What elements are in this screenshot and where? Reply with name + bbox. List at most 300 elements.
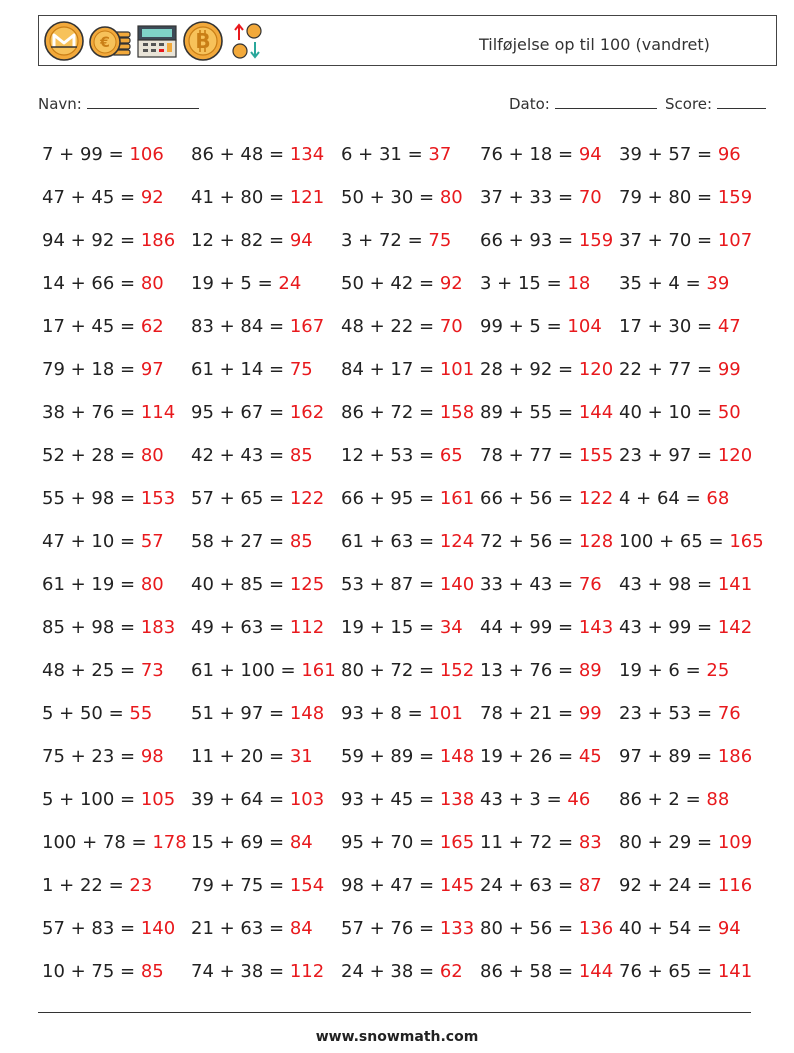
problem-question: 40 + 85 =: [191, 574, 290, 595]
problem-question: 3 + 15 =: [480, 273, 568, 294]
problem-item: [42, 960, 191, 1003]
problem-question: 57 + 83 =: [42, 918, 141, 939]
problem-question: 41 + 80 =: [191, 187, 290, 208]
problem-item: [191, 573, 341, 616]
problem-question: 10 + 75 =: [42, 961, 141, 982]
problem-question: 78 + 21 =: [480, 703, 579, 724]
problem-answer: 109: [717, 832, 753, 853]
problem-answer: 186: [717, 746, 753, 767]
problem-answer: 120: [717, 445, 753, 466]
date-field: [509, 93, 657, 113]
problem-item: [480, 358, 619, 401]
problem-item: [480, 788, 619, 831]
problem-item: [341, 745, 480, 788]
problem-question: 83 + 84 =: [191, 316, 290, 337]
problem-answer: 76: [578, 574, 602, 595]
problem-question: 59 + 89 =: [341, 746, 440, 767]
problem-question: 24 + 38 =: [341, 961, 440, 982]
problem-answer: 121: [289, 187, 325, 208]
problem-question: 19 + 6 =: [619, 660, 707, 681]
problem-answer: 99: [578, 703, 602, 724]
problem-answer: 101: [428, 703, 463, 724]
problem-question: 52 + 28 =: [42, 445, 141, 466]
problem-answer: 141: [717, 961, 753, 982]
problem-item: [480, 315, 619, 358]
problem-answer: 159: [717, 187, 753, 208]
problem-answer: 152: [439, 660, 475, 681]
problem-item: [480, 573, 619, 616]
problem-item: [480, 874, 619, 917]
problem-item: [480, 530, 619, 573]
problem-question: 40 + 54 =: [619, 918, 718, 939]
bitcoin-coin-icon: [182, 20, 224, 62]
problem-question: 44 + 99 =: [480, 617, 579, 638]
problem-question: 47 + 45 =: [42, 187, 141, 208]
problem-answer: 178: [152, 832, 187, 853]
problem-answer: 80: [140, 273, 164, 294]
problem-answer: 144: [578, 961, 614, 982]
problem-item: [42, 831, 191, 874]
problem-item: [619, 960, 782, 1003]
problem-item: [619, 702, 782, 745]
problem-item: [341, 960, 480, 1003]
problem-item: [341, 874, 480, 917]
problem-item: [191, 616, 341, 659]
problem-item: [619, 143, 782, 186]
problem-answer: 105: [140, 789, 176, 810]
problem-answer: 158: [439, 402, 475, 423]
problem-answer: 94: [289, 230, 313, 251]
problem-question: 35 + 4 =: [619, 273, 707, 294]
problem-question: 37 + 33 =: [480, 187, 579, 208]
problem-question: 39 + 64 =: [191, 789, 290, 810]
problem-item: [341, 831, 480, 874]
problem-item: [191, 745, 341, 788]
problem-question: 39 + 57 =: [619, 144, 718, 165]
problem-question: 50 + 42 =: [341, 273, 440, 294]
problem-item: [191, 659, 341, 702]
worksheet-header: [38, 15, 777, 66]
problem-item: [42, 143, 191, 186]
problem-question: 72 + 56 =: [480, 531, 579, 552]
problem-question: 51 + 97 =: [191, 703, 290, 724]
problem-answer: 97: [140, 359, 164, 380]
problem-question: 74 + 38 =: [191, 961, 290, 982]
problem-question: 57 + 65 =: [191, 488, 290, 509]
problem-item: [42, 616, 191, 659]
problem-item: [191, 315, 341, 358]
problem-item: [619, 917, 782, 960]
problem-answer: 148: [439, 746, 475, 767]
problem-answer: 153: [140, 488, 176, 509]
score-blank[interactable]: [717, 93, 766, 109]
problem-answer: 136: [578, 918, 614, 939]
problem-question: 1 + 22 =: [42, 875, 130, 896]
problem-item: [42, 530, 191, 573]
problem-question: 12 + 53 =: [341, 445, 440, 466]
problem-item: [619, 874, 782, 917]
problem-question: 17 + 30 =: [619, 316, 718, 337]
problem-question: 24 + 63 =: [480, 875, 579, 896]
problem-item: [341, 616, 480, 659]
problem-item: [480, 831, 619, 874]
problem-answer: 87: [578, 875, 602, 896]
score-label: Score:: [665, 95, 713, 113]
problem-question: 43 + 3 =: [480, 789, 568, 810]
problem-item: [191, 702, 341, 745]
problem-question: 55 + 98 =: [42, 488, 141, 509]
problem-item: [480, 487, 619, 530]
problem-question: 53 + 87 =: [341, 574, 440, 595]
problem-question: 7 + 99 =: [42, 144, 130, 165]
date-label: Dato:: [509, 95, 550, 113]
problem-answer: 140: [140, 918, 176, 939]
problem-question: 98 + 47 =: [341, 875, 440, 896]
problem-answer: 128: [578, 531, 614, 552]
problem-grid: [42, 143, 782, 1003]
problem-question: 85 + 98 =: [42, 617, 141, 638]
problem-item: [341, 272, 480, 315]
problem-answer: 75: [289, 359, 313, 380]
problem-item: [42, 874, 191, 917]
problem-item: [42, 315, 191, 358]
euro-coins-icon: [88, 20, 132, 62]
problem-question: 92 + 24 =: [619, 875, 718, 896]
problem-question: 66 + 93 =: [480, 230, 579, 251]
problem-question: 19 + 15 =: [341, 617, 440, 638]
name-field: [38, 93, 199, 113]
score-field: [665, 93, 766, 113]
problem-item: [619, 444, 782, 487]
problem-item: [341, 358, 480, 401]
problem-answer: 142: [717, 617, 753, 638]
problem-item: [42, 659, 191, 702]
problem-item: [191, 917, 341, 960]
problem-item: [42, 186, 191, 229]
problem-item: [191, 143, 341, 186]
problem-item: [480, 229, 619, 272]
problem-question: 86 + 48 =: [191, 144, 290, 165]
problem-question: 78 + 77 =: [480, 445, 579, 466]
problem-item: [619, 487, 782, 530]
problem-answer: 47: [717, 316, 741, 337]
problem-item: [341, 659, 480, 702]
problem-answer: 154: [289, 875, 325, 896]
problem-question: 79 + 18 =: [42, 359, 141, 380]
problem-question: 11 + 20 =: [191, 746, 290, 767]
problem-answer: 104: [567, 316, 602, 337]
problem-answer: 143: [578, 617, 614, 638]
problem-item: [191, 229, 341, 272]
problem-question: 94 + 92 =: [42, 230, 141, 251]
problem-question: 48 + 22 =: [341, 316, 440, 337]
problem-question: 23 + 97 =: [619, 445, 718, 466]
problem-question: 86 + 2 =: [619, 789, 707, 810]
problem-item: [480, 659, 619, 702]
problem-question: 80 + 56 =: [480, 918, 579, 939]
problem-answer: 134: [289, 144, 325, 165]
problem-question: 47 + 10 =: [42, 531, 141, 552]
problem-answer: 99: [717, 359, 741, 380]
problem-item: [341, 788, 480, 831]
problem-item: [191, 358, 341, 401]
problem-item: [619, 573, 782, 616]
header-icons: [43, 20, 267, 62]
problem-question: 61 + 14 =: [191, 359, 290, 380]
problem-answer: 96: [717, 144, 741, 165]
problem-answer: 80: [140, 445, 164, 466]
problem-answer: 62: [140, 316, 164, 337]
problem-item: [480, 702, 619, 745]
problem-answer: 94: [578, 144, 602, 165]
problem-answer: 85: [289, 445, 313, 466]
problem-answer: 122: [289, 488, 325, 509]
problem-answer: 94: [717, 918, 741, 939]
problem-answer: 88: [706, 789, 730, 810]
problem-item: [42, 272, 191, 315]
problem-item: [619, 616, 782, 659]
problem-question: 75 + 23 =: [42, 746, 141, 767]
problem-answer: 165: [729, 531, 764, 552]
problem-answer: 186: [140, 230, 176, 251]
problem-item: [619, 745, 782, 788]
problem-answer: 76: [717, 703, 741, 724]
problem-question: 80 + 29 =: [619, 832, 718, 853]
problem-answer: 85: [140, 961, 164, 982]
svg-text:B: B: [195, 29, 211, 53]
problem-item: [480, 444, 619, 487]
problem-question: 79 + 75 =: [191, 875, 290, 896]
problem-answer: 161: [439, 488, 475, 509]
problem-question: 19 + 26 =: [480, 746, 579, 767]
problem-answer: 25: [706, 660, 730, 681]
problem-item: [619, 358, 782, 401]
problem-item: [619, 272, 782, 315]
problem-question: 95 + 67 =: [191, 402, 290, 423]
problem-answer: 89: [578, 660, 602, 681]
problem-answer: 112: [289, 617, 325, 638]
problem-answer: 112: [289, 961, 325, 982]
problem-answer: 106: [129, 144, 164, 165]
problem-item: [191, 186, 341, 229]
problem-answer: 73: [140, 660, 164, 681]
problem-item: [191, 487, 341, 530]
problem-question: 33 + 43 =: [480, 574, 579, 595]
problem-question: 12 + 82 =: [191, 230, 290, 251]
problem-answer: 183: [140, 617, 176, 638]
problem-answer: 165: [439, 832, 475, 853]
footer-url: www.snowmath.com: [315, 1029, 479, 1045]
problem-question: 43 + 99 =: [619, 617, 718, 638]
currency-exchange-icon: [227, 20, 267, 62]
problem-item: [42, 573, 191, 616]
problem-answer: 80: [439, 187, 463, 208]
problem-question: 49 + 63 =: [191, 617, 290, 638]
problem-question: 3 + 72 =: [341, 230, 429, 251]
problem-item: [341, 143, 480, 186]
problem-item: [341, 444, 480, 487]
problem-item: [191, 530, 341, 573]
problem-item: [191, 874, 341, 917]
problem-item: [480, 616, 619, 659]
problem-answer: 124: [439, 531, 475, 552]
problem-question: 58 + 27 =: [191, 531, 290, 552]
problem-item: [191, 444, 341, 487]
problem-question: 80 + 72 =: [341, 660, 440, 681]
problem-answer: 46: [567, 789, 591, 810]
problem-answer: 101: [439, 359, 475, 380]
problem-answer: 98: [140, 746, 164, 767]
problem-item: [619, 659, 782, 702]
problem-question: 43 + 98 =: [619, 574, 718, 595]
problem-item: [42, 917, 191, 960]
problem-question: 66 + 56 =: [480, 488, 579, 509]
problem-question: 17 + 45 =: [42, 316, 141, 337]
problem-item: [42, 745, 191, 788]
problem-answer: 18: [567, 273, 591, 294]
problem-question: 42 + 43 =: [191, 445, 290, 466]
problem-question: 86 + 72 =: [341, 402, 440, 423]
problem-answer: 65: [439, 445, 463, 466]
problem-item: [42, 229, 191, 272]
problem-item: [341, 315, 480, 358]
problem-item: [480, 917, 619, 960]
problem-item: [480, 272, 619, 315]
problem-item: [619, 315, 782, 358]
problem-item: [619, 229, 782, 272]
problem-item: [42, 487, 191, 530]
problem-item: [42, 401, 191, 444]
problem-item: [619, 788, 782, 831]
problem-question: 4 + 64 =: [619, 488, 707, 509]
problem-question: 95 + 70 =: [341, 832, 440, 853]
problem-answer: 23: [129, 875, 153, 896]
problem-answer: 144: [578, 402, 614, 423]
problem-answer: 103: [289, 789, 325, 810]
problem-question: 61 + 19 =: [42, 574, 141, 595]
problem-question: 100 + 65 =: [619, 531, 730, 552]
problem-answer: 162: [289, 402, 325, 423]
problem-answer: 50: [717, 402, 741, 423]
problem-answer: 55: [129, 703, 153, 724]
problem-answer: 24: [278, 273, 302, 294]
problem-answer: 167: [289, 316, 325, 337]
problem-item: [341, 401, 480, 444]
problem-question: 76 + 18 =: [480, 144, 579, 165]
problem-answer: 140: [439, 574, 475, 595]
problem-question: 66 + 95 =: [341, 488, 440, 509]
problem-item: [191, 831, 341, 874]
problem-item: [341, 487, 480, 530]
problem-answer: 161: [301, 660, 336, 681]
problem-answer: 34: [439, 617, 463, 638]
problem-item: [480, 745, 619, 788]
problem-question: 100 + 78 =: [42, 832, 153, 853]
problem-item: [191, 960, 341, 1003]
problem-item: [619, 186, 782, 229]
problem-item: [42, 702, 191, 745]
problem-item: [191, 272, 341, 315]
problem-question: 15 + 69 =: [191, 832, 290, 853]
problem-item: [480, 960, 619, 1003]
problem-answer: 141: [717, 574, 753, 595]
problem-item: [341, 186, 480, 229]
problem-question: 99 + 5 =: [480, 316, 568, 337]
problem-item: [341, 573, 480, 616]
problem-answer: 133: [439, 918, 475, 939]
name-blank[interactable]: [87, 93, 199, 109]
problem-item: [42, 358, 191, 401]
problem-answer: 57: [140, 531, 164, 552]
problem-answer: 80: [140, 574, 164, 595]
problem-question: 40 + 10 =: [619, 402, 718, 423]
problem-question: 23 + 53 =: [619, 703, 718, 724]
problem-question: 22 + 77 =: [619, 359, 718, 380]
problem-question: 5 + 100 =: [42, 789, 141, 810]
worksheet-title: Tilføjelse op til 100 (vandret): [479, 35, 710, 54]
problem-answer: 84: [289, 918, 313, 939]
name-label: Navn:: [38, 95, 82, 113]
problem-item: [619, 831, 782, 874]
problem-item: [341, 229, 480, 272]
problem-question: 6 + 31 =: [341, 144, 429, 165]
problem-question: 93 + 45 =: [341, 789, 440, 810]
problem-question: 97 + 89 =: [619, 746, 718, 767]
problem-item: [42, 444, 191, 487]
problem-answer: 45: [578, 746, 602, 767]
problem-item: [619, 530, 782, 573]
problem-question: 61 + 100 =: [191, 660, 302, 681]
problem-answer: 62: [439, 961, 463, 982]
problem-item: [480, 186, 619, 229]
problem-question: 57 + 76 =: [341, 918, 440, 939]
problem-answer: 155: [578, 445, 614, 466]
problem-answer: 70: [439, 316, 463, 337]
problem-answer: 145: [439, 875, 475, 896]
problem-question: 37 + 70 =: [619, 230, 718, 251]
problem-item: [191, 788, 341, 831]
problem-answer: 84: [289, 832, 313, 853]
problem-item: [341, 530, 480, 573]
svg-text:€: €: [100, 35, 110, 51]
cash-register-icon: [135, 20, 179, 62]
monero-coin-icon: [43, 20, 85, 62]
date-blank[interactable]: [555, 93, 657, 109]
problem-question: 93 + 8 =: [341, 703, 429, 724]
problem-answer: 39: [706, 273, 730, 294]
problem-question: 28 + 92 =: [480, 359, 579, 380]
problem-answer: 114: [140, 402, 176, 423]
problem-question: 89 + 55 =: [480, 402, 579, 423]
problem-item: [619, 401, 782, 444]
problem-question: 21 + 63 =: [191, 918, 290, 939]
problem-question: 50 + 30 =: [341, 187, 440, 208]
problem-answer: 92: [140, 187, 164, 208]
problem-question: 11 + 72 =: [480, 832, 579, 853]
problem-question: 19 + 5 =: [191, 273, 279, 294]
problem-answer: 37: [428, 144, 452, 165]
problem-item: [480, 401, 619, 444]
problem-answer: 138: [439, 789, 475, 810]
problem-item: [191, 401, 341, 444]
problem-question: 38 + 76 =: [42, 402, 141, 423]
problem-question: 13 + 76 =: [480, 660, 579, 681]
problem-question: 5 + 50 =: [42, 703, 130, 724]
problem-answer: 75: [428, 230, 452, 251]
problem-answer: 116: [717, 875, 753, 896]
problem-question: 61 + 63 =: [341, 531, 440, 552]
problem-item: [341, 702, 480, 745]
